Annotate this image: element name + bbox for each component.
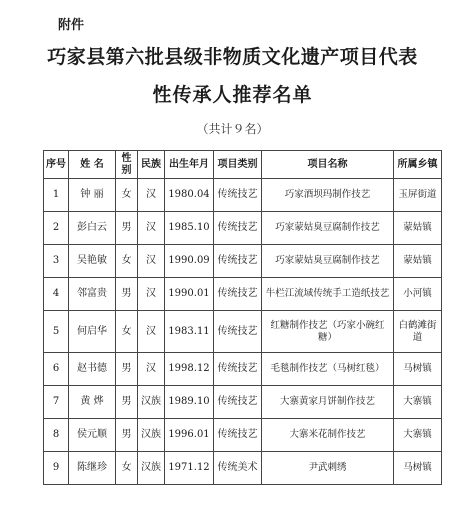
total-count: （共计９名） bbox=[196, 122, 269, 136]
table-cell: 小河镇 bbox=[394, 278, 442, 311]
table-cell: 巧家蒙姑臭豆腐制作技艺 bbox=[262, 245, 394, 278]
table-cell: 玉屏街道 bbox=[394, 179, 442, 212]
table-cell: 白鹤滩街道 bbox=[394, 311, 442, 353]
table-cell: 黄 烨 bbox=[69, 386, 116, 419]
column-header: 项目名称 bbox=[262, 151, 394, 179]
table-row bbox=[44, 419, 442, 452]
table-cell: 吴艳敏 bbox=[69, 245, 116, 278]
table-cell: 汉族 bbox=[138, 419, 165, 452]
table-cell: 男 bbox=[116, 386, 138, 419]
table-cell: 大寨镇 bbox=[394, 386, 442, 419]
table-cell: 汉族 bbox=[138, 386, 165, 419]
table-cell: 1985.10 bbox=[165, 212, 214, 245]
table-cell: 5 bbox=[44, 311, 69, 353]
table-cell: 赵书德 bbox=[69, 353, 116, 386]
table-row bbox=[44, 452, 442, 485]
column-header: 项目类别 bbox=[214, 151, 262, 179]
table-row bbox=[44, 386, 442, 419]
table-cell: 蒙姑镇 bbox=[394, 212, 442, 245]
nominee-table bbox=[43, 150, 442, 485]
table-cell: 1971.12 bbox=[165, 452, 214, 485]
table-cell: 传统技艺 bbox=[214, 311, 262, 353]
table-cell: 1980.04 bbox=[165, 179, 214, 212]
table-cell: 男 bbox=[116, 419, 138, 452]
table-cell: 汉 bbox=[138, 278, 165, 311]
table-cell: 8 bbox=[44, 419, 69, 452]
table-header-row bbox=[44, 151, 442, 179]
column-header: 民族 bbox=[138, 151, 165, 179]
table-row bbox=[44, 311, 442, 353]
table-cell: 何启华 bbox=[69, 311, 116, 353]
table-cell: 马树镇 bbox=[394, 353, 442, 386]
table-cell: 1 bbox=[44, 179, 69, 212]
column-header: 所属乡镇 bbox=[394, 151, 442, 179]
table-cell: 传统技艺 bbox=[214, 278, 262, 311]
table-row bbox=[44, 212, 442, 245]
table-cell: 大寨镇 bbox=[394, 419, 442, 452]
table-cell: 女 bbox=[116, 245, 138, 278]
table-cell: 巧家蒙姑臭豆腐制作技艺 bbox=[262, 212, 394, 245]
table-cell: 传统技艺 bbox=[214, 386, 262, 419]
table-cell: 7 bbox=[44, 386, 69, 419]
table-cell: 1996.01 bbox=[165, 419, 214, 452]
table-cell: 1990.01 bbox=[165, 278, 214, 311]
table-cell: 1989.10 bbox=[165, 386, 214, 419]
table-cell: 马树镇 bbox=[394, 452, 442, 485]
table-cell: 红糖制作技艺（巧家小碗红糖） bbox=[262, 311, 394, 353]
table-row bbox=[44, 179, 442, 212]
document-title-line1: 巧家县第六批县级非物质文化遗产项目代表 bbox=[47, 46, 418, 68]
table-row bbox=[44, 278, 442, 311]
table-cell: 6 bbox=[44, 353, 69, 386]
table-cell: 汉 bbox=[138, 212, 165, 245]
table-cell: 钟 丽 bbox=[69, 179, 116, 212]
column-header: 序号 bbox=[44, 151, 69, 179]
table-cell: 汉族 bbox=[138, 452, 165, 485]
table-cell: 侯元顺 bbox=[69, 419, 116, 452]
document-title-line2: 性传承人推荐名单 bbox=[152, 84, 313, 106]
table-cell: 1998.12 bbox=[165, 353, 214, 386]
table-cell: 1983.11 bbox=[165, 311, 214, 353]
table-cell: 大寨米花制作技艺 bbox=[262, 419, 394, 452]
table-cell: 男 bbox=[116, 278, 138, 311]
table-cell: 大寨黄家月饼制作技艺 bbox=[262, 386, 394, 419]
table-cell: 汉 bbox=[138, 245, 165, 278]
table-cell: 传统技艺 bbox=[214, 245, 262, 278]
table-cell: 传统美术 bbox=[214, 452, 262, 485]
table-cell: 传统技艺 bbox=[214, 179, 262, 212]
table-cell: 9 bbox=[44, 452, 69, 485]
table-cell: 毛毯制作技艺（马树红毯） bbox=[262, 353, 394, 386]
table-cell: 汉 bbox=[138, 353, 165, 386]
table-cell: 牛栏江流域传统手工造纸技艺 bbox=[262, 278, 394, 311]
table-cell: 女 bbox=[116, 452, 138, 485]
table-cell: 传统技艺 bbox=[214, 353, 262, 386]
table-cell: 汉 bbox=[138, 311, 165, 353]
table-cell: 1990.09 bbox=[165, 245, 214, 278]
table-cell: 男 bbox=[116, 212, 138, 245]
table-cell: 传统技艺 bbox=[214, 419, 262, 452]
table-cell: 汉 bbox=[138, 179, 165, 212]
table-cell: 男 bbox=[116, 353, 138, 386]
table-cell: 彭白云 bbox=[69, 212, 116, 245]
table-cell: 蒙姑镇 bbox=[394, 245, 442, 278]
table-cell: 传统技艺 bbox=[214, 212, 262, 245]
column-header: 出生年月 bbox=[165, 151, 214, 179]
table-cell: 女 bbox=[116, 311, 138, 353]
attachment-label: 附件 bbox=[58, 18, 85, 33]
table-cell: 巧家酒坝玛制作技艺 bbox=[262, 179, 394, 212]
column-header: 性别 bbox=[116, 151, 138, 179]
table-cell: 3 bbox=[44, 245, 69, 278]
table-cell: 尹武刺绣 bbox=[262, 452, 394, 485]
table-cell: 邻富贵 bbox=[69, 278, 116, 311]
table-cell: 陈继珍 bbox=[69, 452, 116, 485]
table-cell: 4 bbox=[44, 278, 69, 311]
table-row bbox=[44, 245, 442, 278]
table-cell: 女 bbox=[116, 179, 138, 212]
column-header: 姓 名 bbox=[69, 151, 116, 179]
table-cell: 2 bbox=[44, 212, 69, 245]
table-row bbox=[44, 353, 442, 386]
